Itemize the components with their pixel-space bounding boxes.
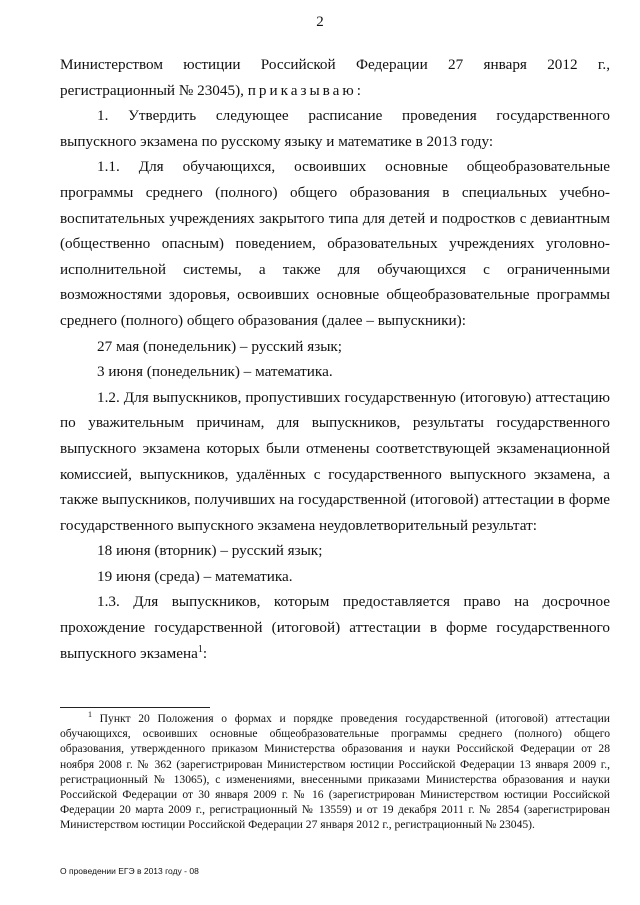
intro-paragraph: [60, 52, 610, 103]
page-number: 2: [316, 14, 324, 30]
item-1-3: [60, 589, 610, 666]
footnote-text: Пункт 20 Положения о формах и порядке проведения государственной (итоговой) аттестации обучающихся, освоивших основные общеобразовательные программы среднего (полного) общего образования, утвержденного приказом Министерства образования и науки Российской Федерации от 28 ноября 2008 г. № 362 (зарегистрирован Министерством юстиции Российской Федерации 13 января 2009 г., регистрационный № 13065), с изменениями, внесенными приказами Министерства образования и науки Российской Федерации от 30 января 2009 г. № 16 (зарегистрирован Министерством юстиции Российской Федерации 20 марта 2009 г., регистрационный № 13559) и от 19 декабря 2011 г. № 2854 (зарегистрирован Министерством юстиции Российской Федерации 27 января 2012 г., регистрационный № 23045).: [60, 712, 610, 832]
item-1-1: 1.1. Для обучающихся, освоивших основные общеобразовательные программы среднего (полного) общего образования в специальных учебно-воспитательных учреждениях закрытого типа для детей и подростков с девиантным (общественно опасным) поведением, образовательных учреждениях уголовно-исполнительной системы, а также для обучающихся с ограниченными возможностями здоровья, освоивших основные общеобразовательные программы среднего (полного) общего образования (далее – выпускники):: [60, 158, 610, 329]
footnote: [60, 711, 610, 833]
document-footer-code: О проведении ЕГЭ в 2013 году - 08: [60, 866, 199, 876]
footnote-divider: [60, 707, 210, 708]
footnote-reference[interactable]: 1: [197, 643, 203, 655]
footnote-paragraph: [60, 711, 610, 833]
item-1-2-date-math: 19 июня (среда) – математика.: [97, 567, 293, 585]
item-1-2-date-russian: 18 июня (вторник) – русский язык;: [97, 542, 323, 560]
item-1: 1. Утвердить следующее расписание проведения государственного выпускного экзамена по русскому языку и математике в 2013 году:: [60, 107, 610, 150]
intro-text: Министерством юстиции Российской Федерации 27 января 2012 г., регистрационный № 23045),: [60, 56, 610, 99]
item-1-2: 1.2. Для выпускников, пропустивших государственную (итоговую) аттестацию по уважительным причинам, для выпускников, результаты государственного выпускного экзамена которых были отменены соответствующей экзаменационной комиссией, выпускников, удалённых с государственного выпускного экзамена, а также выпускников, получивших на государственной (итоговой) аттестации в форме государственного выпускного экзамена неудовлетворительный результат:: [60, 388, 610, 534]
order-word: приказываю:: [247, 81, 364, 99]
item-1-3-colon: :: [202, 644, 208, 662]
footnote-mark: 1: [88, 710, 92, 720]
item-1-1-date-russian: 27 мая (понедельник) – русский язык;: [97, 337, 343, 355]
document-body: [60, 52, 610, 666]
item-1-1-date-math: 3 июня (понедельник) – математика.: [97, 363, 333, 381]
item-1-3-text: 1.3. Для выпускников, которым предоставляется право на досрочное прохождение государственной (итоговой) аттестации в форме государственного выпускного экзамена: [60, 593, 610, 662]
